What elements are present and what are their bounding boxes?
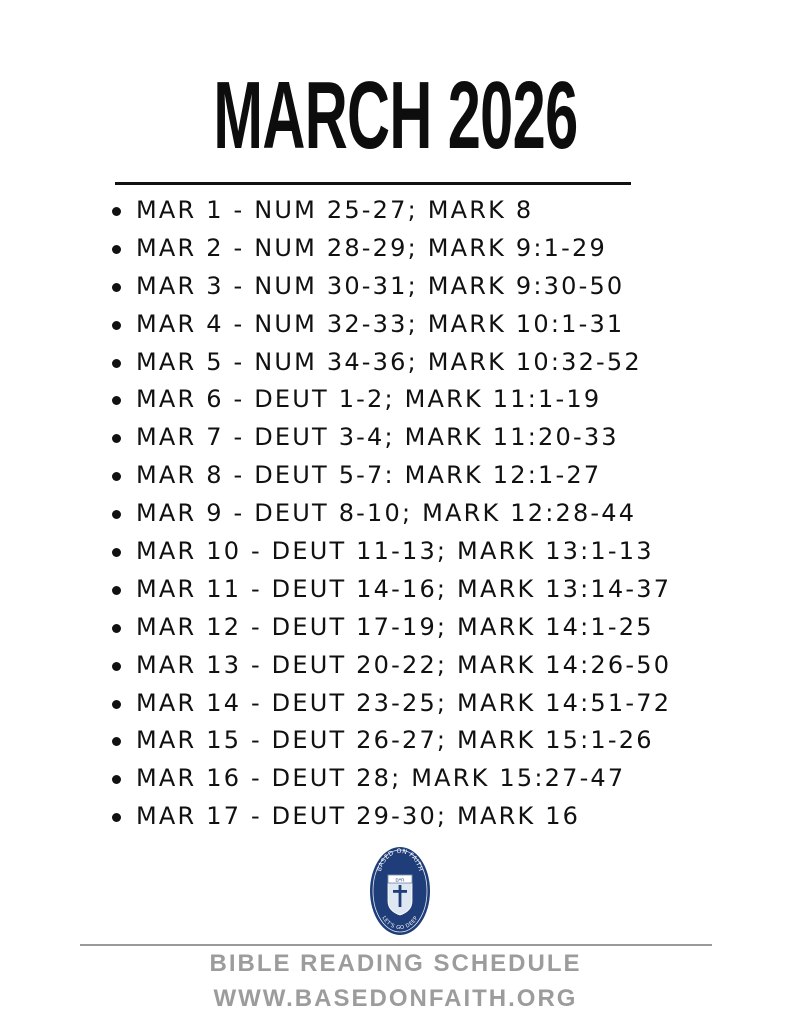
schedule-item-text: MAR 6 - DEUT 1-2; MARK 11:1-19 xyxy=(136,385,602,414)
schedule-item-text: MAR 11 - DEUT 14-16; MARK 13:14-37 xyxy=(136,574,672,603)
schedule-item xyxy=(110,685,671,723)
schedule-item xyxy=(110,268,671,306)
schedule-item-text: MAR 16 - DEUT 28; MARK 15:27-47 xyxy=(136,764,626,793)
schedule-item xyxy=(110,533,671,571)
schedule-item-text: MAR 15 - DEUT 26-27; MARK 15:1-26 xyxy=(136,726,654,755)
schedule-item xyxy=(110,230,671,268)
based-on-faith-seal-logo xyxy=(368,845,432,937)
footer-divider xyxy=(80,944,712,946)
schedule-item-text: MAR 12 - DEUT 17-19; MARK 14:1-25 xyxy=(136,612,654,641)
bullet-icon xyxy=(112,586,121,595)
schedule-item-text: MAR 13 - DEUT 20-22; MARK 14:26-50 xyxy=(136,650,672,679)
schedule-item xyxy=(110,609,671,647)
schedule-item-text: MAR 7 - DEUT 3-4; MARK 11:20-33 xyxy=(136,423,619,452)
seal-bottom-text: LET'S GO DEEP xyxy=(380,915,420,932)
bullet-icon xyxy=(112,662,121,671)
schedule-item-text: MAR 14 - DEUT 23-25; MARK 14:51-72 xyxy=(136,688,672,717)
footer-title: BIBLE READING SCHEDULE xyxy=(209,950,582,977)
schedule-item-text: MAR 5 - NUM 34-36; MARK 10:32-52 xyxy=(136,347,642,376)
bullet-icon xyxy=(112,775,121,784)
seal-inner-text: חיים xyxy=(395,877,405,884)
schedule-item xyxy=(110,306,671,344)
bullet-icon xyxy=(112,700,121,709)
schedule-item-text: MAR 3 - NUM 30-31; MARK 9:30-50 xyxy=(136,271,625,300)
bullet-icon xyxy=(112,624,121,633)
bullet-icon xyxy=(112,283,121,292)
bullet-icon xyxy=(112,510,121,519)
bullet-icon xyxy=(112,321,121,330)
schedule-item xyxy=(110,571,671,609)
schedule-item xyxy=(110,798,671,836)
schedule-item xyxy=(110,381,671,419)
bullet-icon xyxy=(112,472,121,481)
schedule-item xyxy=(110,344,671,382)
schedule-item-text: MAR 9 - DEUT 8-10; MARK 12:28-44 xyxy=(136,499,637,528)
bullet-icon xyxy=(112,245,121,254)
bullet-icon xyxy=(112,434,121,443)
schedule-item xyxy=(110,192,671,230)
bullet-icon xyxy=(112,359,121,368)
title-divider xyxy=(115,182,631,185)
bullet-icon xyxy=(112,548,121,557)
schedule-item-text: MAR 4 - NUM 32-33; MARK 10:1-31 xyxy=(136,309,625,338)
footer-website: WWW.BASEDONFAITH.ORG xyxy=(213,985,578,1012)
reading-schedule-list xyxy=(110,192,671,836)
page-title: MARCH 2026 xyxy=(213,62,578,169)
schedule-item xyxy=(110,495,671,533)
schedule-item-text: MAR 17 - DEUT 29-30; MARK 16 xyxy=(136,802,581,831)
schedule-item-text: MAR 2 - NUM 28-29; MARK 9:1-29 xyxy=(136,233,607,262)
schedule-item-text: MAR 1 - NUM 25-27; MARK 8 xyxy=(136,196,534,224)
schedule-item xyxy=(110,722,671,760)
schedule-item xyxy=(110,457,671,495)
schedule-item-text: MAR 8 - DEUT 5-7: MARK 12:1-27 xyxy=(136,461,602,490)
schedule-item-text: MAR 10 - DEUT 11-13; MARK 13:1-13 xyxy=(136,537,654,566)
schedule-item xyxy=(110,647,671,685)
bullet-icon xyxy=(112,737,121,746)
bullet-icon xyxy=(112,207,121,216)
schedule-item xyxy=(110,419,671,457)
bullet-icon xyxy=(112,813,121,822)
seal-top-text: BASED ON FAITH xyxy=(375,847,425,873)
bullet-icon xyxy=(112,396,121,405)
schedule-item xyxy=(110,760,671,798)
